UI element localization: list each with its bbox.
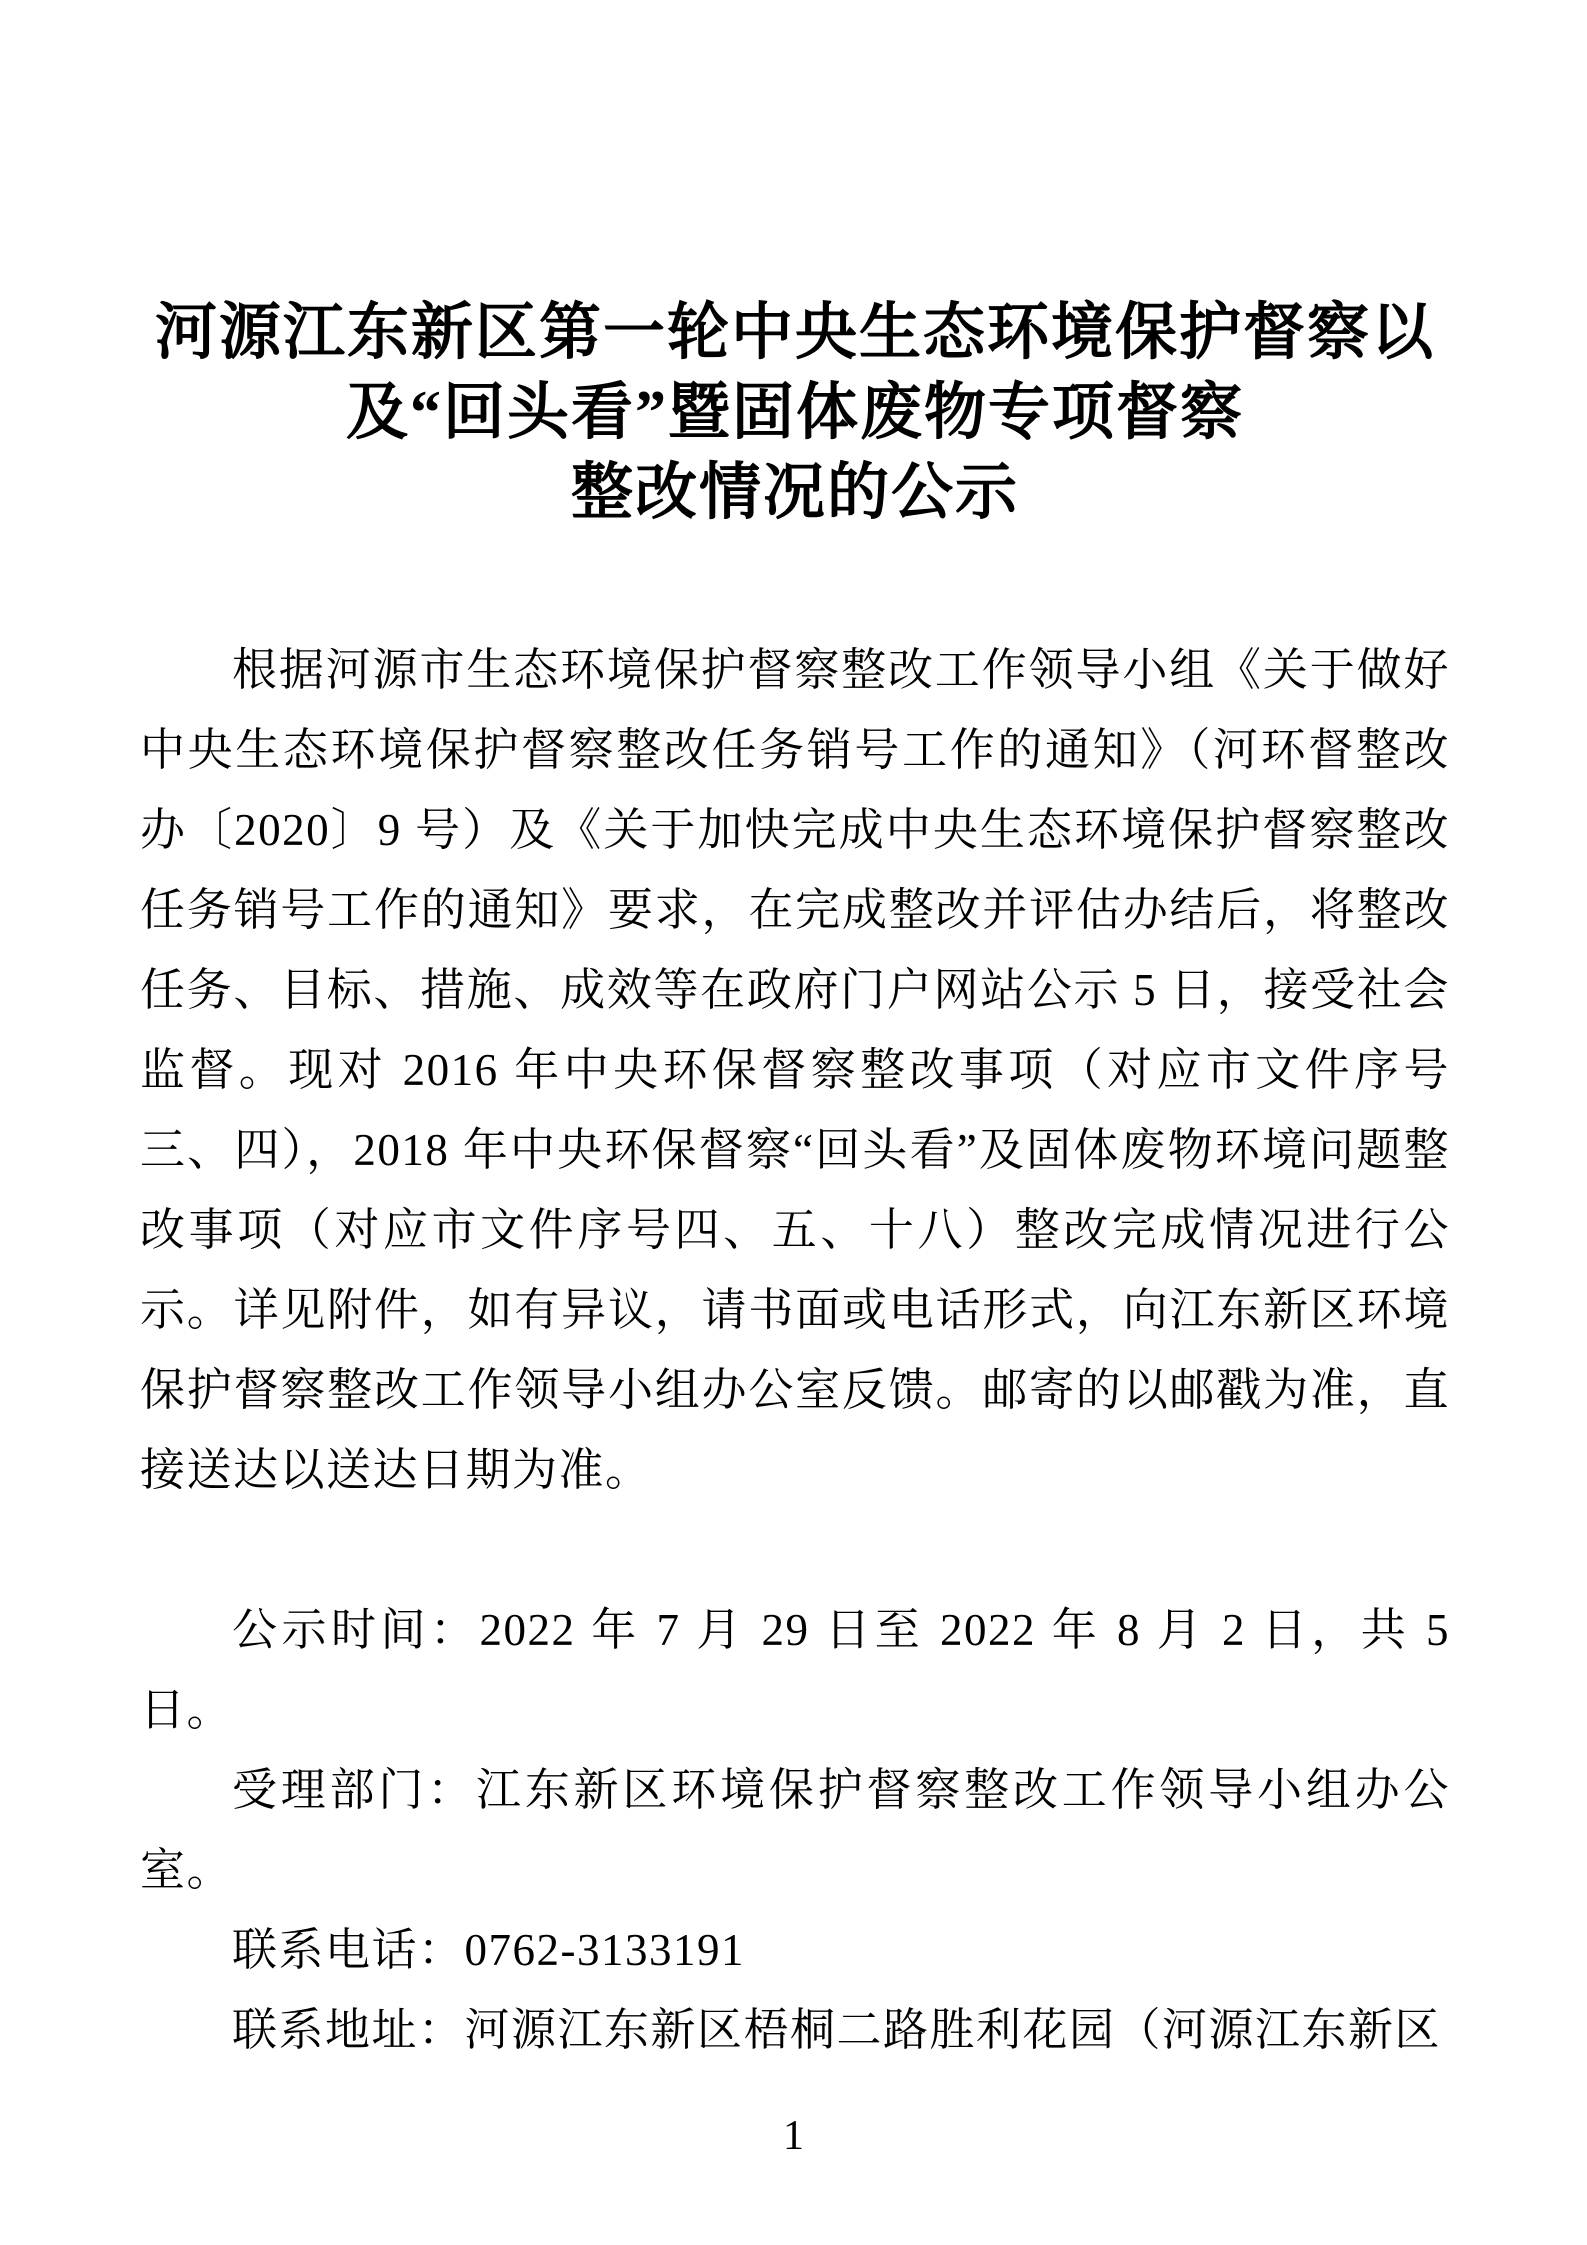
document-title bbox=[140, 293, 1450, 533]
document-body bbox=[140, 630, 1450, 2070]
paragraph-publicity-period: 公示时间：2022 年 7 月 29 日至 2022 年 8 月 2 日，共 5 日。 bbox=[140, 1605, 1450, 1735]
page-number: 1 bbox=[783, 2113, 804, 2159]
title-line-2: 及“回头看”暨固体废物专项督察 bbox=[345, 379, 1244, 447]
title-line-1: 河源江东新区第一轮中央生态环境保护督察以 bbox=[154, 299, 1435, 367]
paragraph-contact-address: 联系地址：河源江东新区梧桐二路胜利花园（河源江东新区 bbox=[232, 2005, 1442, 2055]
paragraph-accepting-department: 受理部门：江东新区环境保护督察整改工作领导小组办公室。 bbox=[140, 1765, 1450, 1895]
paragraph-intro: 根据河源市生态环境保护督察整改工作领导小组《关于做好中央生态环境保护督察整改任务销号工作的通知》（河环督整改办〔2020〕9 号）及《关于加快完成中央生态环境保护督察整改任务销号工作的通知》要求，在完成整改并评估办结后，将整改任务、目标、措施、成效等在政府门户网站公示 5 日，接受社会监督。现对 2016 年中央环保督察整改事项（对应市文件序号三、四），2018 年中央环保督察“回头看”及固体废物环境问题整改事项（对应市文件序号四、五、十八）整改完成情况进行公示。详见附件，如有异议，请书面或电话形式，向江东新区环境保护督察整改工作领导小组办公室反馈。邮寄的以邮戳为准，直接送达以送达日期为准。 bbox=[140, 645, 1450, 1495]
paragraph-contact-phone: 联系电话：0762-3133191 bbox=[232, 1925, 745, 1975]
title-line-3: 整改情况的公示 bbox=[570, 459, 1019, 527]
